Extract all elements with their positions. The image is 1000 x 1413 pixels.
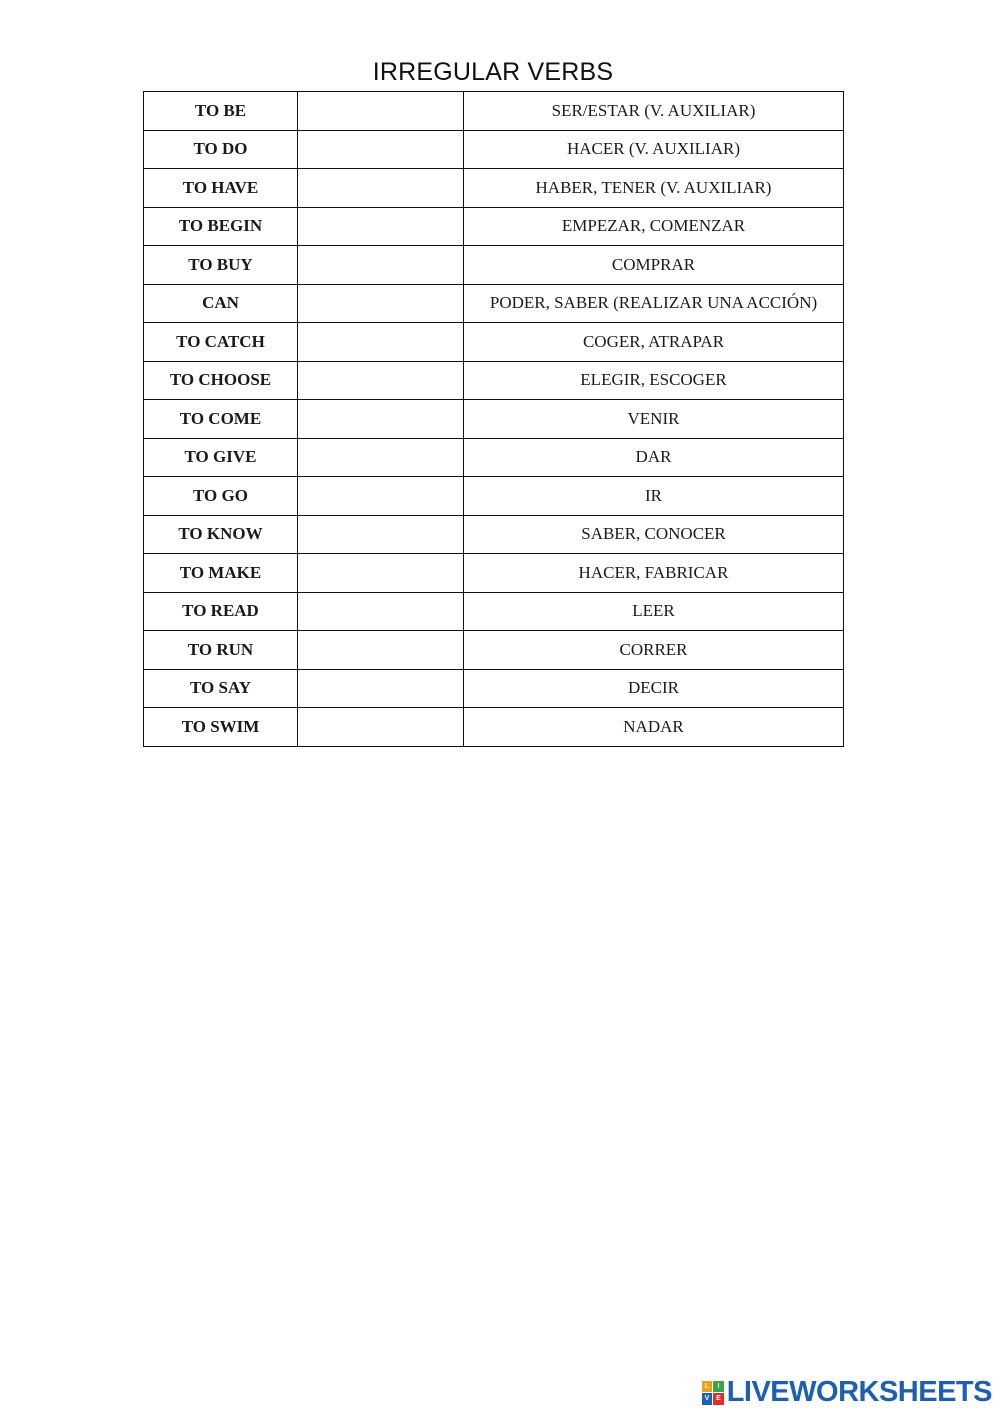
verb-spanish-text: HACER (V. AUXILIAR) bbox=[567, 139, 740, 159]
logo-text: LIVEWORKSHEETS bbox=[726, 1376, 992, 1408]
verb-spanish-text: IR bbox=[645, 485, 662, 505]
answer-blank-cell[interactable] bbox=[298, 169, 464, 208]
answer-blank-cell[interactable] bbox=[298, 207, 464, 246]
verb-english-cell: TO HAVE bbox=[144, 169, 298, 208]
logo-mark-letter: L bbox=[702, 1381, 713, 1393]
verb-spanish-text: SER/ESTAR (V. AU bbox=[551, 100, 693, 120]
verb-spanish-text: CORRER bbox=[619, 639, 688, 659]
verb-english-cell: TO GO bbox=[144, 477, 298, 516]
verb-spanish-text: SABER, CONOCER bbox=[581, 524, 726, 544]
verb-spanish-tail: ) bbox=[749, 100, 756, 120]
answer-blank-cell[interactable] bbox=[298, 438, 464, 477]
answer-blank-cell[interactable] bbox=[298, 92, 464, 131]
verb-spanish-text: COMPRAR bbox=[611, 254, 696, 274]
verbs-table-body bbox=[144, 92, 844, 747]
logo-mark-letter: V bbox=[702, 1393, 713, 1405]
verb-spanish-text: DAR bbox=[635, 447, 672, 467]
verb-english-cell: TO SAY bbox=[144, 669, 298, 708]
answer-blank-cell[interactable] bbox=[298, 708, 464, 747]
verb-spanish-cell bbox=[464, 323, 844, 362]
verb-spanish-text: VENIR bbox=[627, 408, 680, 428]
verb-english-cell: CAN bbox=[144, 284, 298, 323]
verb-spanish-cell bbox=[464, 631, 844, 670]
table-row bbox=[144, 515, 844, 554]
verb-spanish-text: DECIR bbox=[628, 678, 679, 698]
verb-english-cell: TO MAKE bbox=[144, 554, 298, 593]
verb-english-cell: TO DO bbox=[144, 130, 298, 169]
verb-spanish-text: HABER, TENER (V. AUXILIAR) bbox=[535, 177, 772, 197]
table-row bbox=[144, 361, 844, 400]
verb-spanish-text: COGER, ATRAPAR bbox=[582, 331, 725, 351]
answer-blank-cell[interactable] bbox=[298, 477, 464, 516]
table-row bbox=[144, 130, 844, 169]
table-row bbox=[144, 477, 844, 516]
verb-spanish-cell bbox=[464, 246, 844, 285]
verb-spanish-cell bbox=[464, 477, 844, 516]
answer-blank-cell[interactable] bbox=[298, 592, 464, 631]
verb-spanish-text: HACER, FABRICAR bbox=[578, 562, 729, 582]
table-row bbox=[144, 708, 844, 747]
answer-blank-cell[interactable] bbox=[298, 130, 464, 169]
verb-spanish-cell bbox=[464, 207, 844, 246]
verb-spanish-cell bbox=[464, 361, 844, 400]
answer-blank-cell[interactable] bbox=[298, 361, 464, 400]
table-row bbox=[144, 669, 844, 708]
verb-spanish-cell bbox=[464, 554, 844, 593]
verb-spanish-cell bbox=[464, 284, 844, 323]
table-row bbox=[144, 169, 844, 208]
verb-english-cell: TO BEGIN bbox=[144, 207, 298, 246]
logo-mark-letter: I bbox=[713, 1381, 724, 1393]
verb-spanish-text: LEER bbox=[632, 601, 675, 621]
table-row bbox=[144, 592, 844, 631]
liveworksheets-logo[interactable] bbox=[702, 1376, 992, 1409]
verb-english-cell: TO RUN bbox=[144, 631, 298, 670]
table-row bbox=[144, 92, 844, 131]
table-row bbox=[144, 246, 844, 285]
verb-spanish-cell bbox=[464, 169, 844, 208]
verb-spanish-cell bbox=[464, 92, 844, 131]
answer-blank-cell[interactable] bbox=[298, 515, 464, 554]
answer-blank-cell[interactable] bbox=[298, 631, 464, 670]
answer-blank-cell[interactable] bbox=[298, 400, 464, 439]
answer-blank-cell[interactable] bbox=[298, 246, 464, 285]
logo-mark-icon bbox=[702, 1381, 724, 1405]
table-row bbox=[144, 284, 844, 323]
table-row bbox=[144, 631, 844, 670]
verb-english-cell: TO GIVE bbox=[144, 438, 298, 477]
verb-english-cell: TO COME bbox=[144, 400, 298, 439]
answer-blank-cell[interactable] bbox=[298, 669, 464, 708]
verb-english-cell: TO BE bbox=[144, 92, 298, 131]
verb-spanish-cell bbox=[464, 669, 844, 708]
table-row bbox=[144, 554, 844, 593]
verb-spanish-text: EMPEZAR, COMENZAR bbox=[561, 216, 746, 236]
table-row bbox=[144, 438, 844, 477]
verb-spanish-cell bbox=[464, 438, 844, 477]
table-row bbox=[144, 323, 844, 362]
verb-spanish-cell bbox=[464, 130, 844, 169]
verb-spanish-smallcaps: XILIAR bbox=[692, 100, 750, 120]
verbs-table bbox=[143, 91, 844, 747]
logo-mark-letter: E bbox=[713, 1393, 724, 1405]
verb-spanish-text: PODER, SABER (REALIZAR UNA ACCIÓN) bbox=[489, 293, 818, 313]
answer-blank-cell[interactable] bbox=[298, 323, 464, 362]
verb-spanish-cell bbox=[464, 515, 844, 554]
page-title: IRREGULAR VERBS bbox=[372, 58, 614, 86]
verb-spanish-text: ELEGIR, ESCOGER bbox=[580, 370, 727, 390]
verb-spanish-cell bbox=[464, 400, 844, 439]
verb-spanish-cell bbox=[464, 708, 844, 747]
verb-english-cell: TO SWIM bbox=[144, 708, 298, 747]
verb-english-cell: TO CHOOSE bbox=[144, 361, 298, 400]
verb-english-cell: TO READ bbox=[144, 592, 298, 631]
verb-english-cell: TO BUY bbox=[144, 246, 298, 285]
verb-spanish-cell bbox=[464, 592, 844, 631]
table-row bbox=[144, 400, 844, 439]
verb-english-cell: TO KNOW bbox=[144, 515, 298, 554]
answer-blank-cell[interactable] bbox=[298, 284, 464, 323]
answer-blank-cell[interactable] bbox=[298, 554, 464, 593]
table-row bbox=[144, 207, 844, 246]
verb-spanish-text: NADAR bbox=[623, 716, 684, 736]
verb-english-cell: TO CATCH bbox=[144, 323, 298, 362]
